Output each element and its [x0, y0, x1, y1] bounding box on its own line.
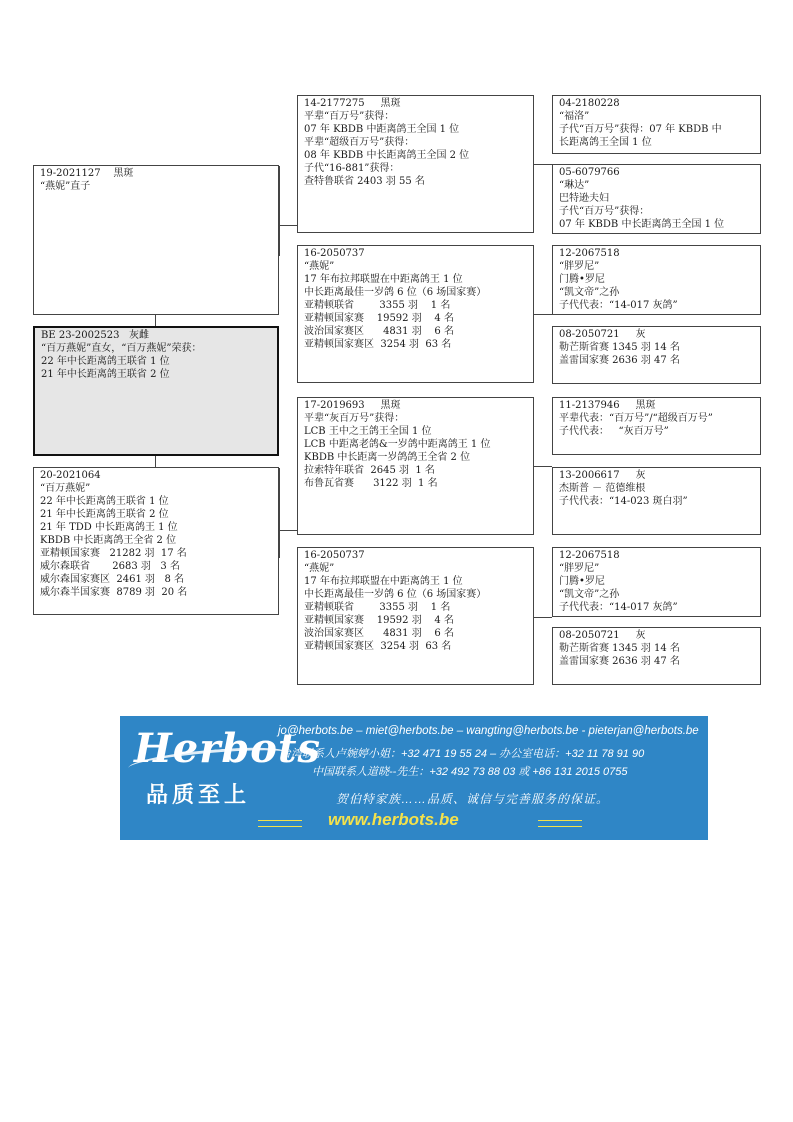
text-line: 亚精顿国家赛区 3254 羽 63 名	[304, 339, 452, 350]
dam-sire-card	[297, 397, 534, 535]
text-line: 平辈“灰百万号”获得：	[304, 413, 405, 424]
text-line: 05-6079766	[559, 167, 620, 178]
text-line: 查特鲁联省 2403 羽 55 名	[304, 176, 425, 187]
text-line: 波治国家赛区 4831 羽 6 名	[304, 628, 454, 639]
subject-ring-number: BE 23-2002523 灰雌	[41, 330, 150, 341]
decorative-rule-left	[258, 820, 302, 827]
text-line: 08 年 KBDB 中长距离鸽王全国 2 位	[304, 150, 470, 161]
subject-card	[33, 326, 279, 456]
connector-dam-parents-vertical	[279, 468, 280, 558]
text-line: 14-2177275 黑斑	[304, 98, 401, 109]
text-line: 07 年 KBDB 中长距离鸽王全国 1 位	[559, 219, 725, 230]
text-line: 08-2050721 灰	[559, 630, 646, 641]
text-line: 子代“百万号”获得：	[559, 206, 650, 217]
text-line: 16-2050737	[304, 248, 365, 259]
dam-card	[33, 467, 279, 615]
connector-ss	[533, 164, 552, 165]
text-line: 07 年 KBDB 中距离鸽王全国 1 位	[304, 124, 460, 135]
text-line: 门腾•罗尼	[559, 274, 605, 285]
china-contact: 中国联系人道晓--先生：+32 492 73 88 03 或 +86 131 2015 0755	[312, 766, 628, 778]
text-line: 21 年 TDD 中长距离鸽王 1 位	[40, 522, 178, 533]
sire-sire-card	[297, 95, 534, 233]
great-grandparent-card-3	[552, 245, 761, 315]
text-line: LCB 王中之王鸽王全国 1 位	[304, 426, 432, 437]
text-line: 子代代表：“14-017 灰鸽”	[559, 300, 678, 311]
connector-sire-to-parents	[279, 225, 297, 226]
text-line: 威尔森半国家赛 8789 羽 20 名	[40, 587, 188, 598]
text-line: 亚精顿联省 3355 羽 1 名	[304, 602, 451, 613]
text-line: 08-2050721 灰	[559, 329, 646, 340]
great-grandparent-card-4	[552, 326, 761, 384]
great-grandparent-card-1	[552, 95, 761, 154]
text-line: “燕妮”	[304, 261, 335, 272]
website-link[interactable]: www.herbots.be	[328, 810, 459, 829]
text-line: “凯文帝”之孙	[559, 589, 620, 600]
text-line: 22 年中长距离鸽王联省 1 位	[41, 356, 170, 367]
text-line: 威尔森国家赛区 2461 羽 8 名	[40, 574, 185, 585]
text-line: 子代“百万号”获得：07 年 KBDB 中	[559, 124, 722, 135]
sire-card	[33, 165, 279, 315]
text-line: 12-2067518	[559, 248, 620, 259]
great-grandparent-card-2	[552, 164, 761, 234]
text-line: KBDB 中长距离鸽王全省 2 位	[40, 535, 177, 546]
contact-emails[interactable]: jo@herbots.be – miet@herbots.be – wangting@herbots.be - pieterjan@herbots.be	[278, 725, 699, 737]
herbots-logo: Herbots	[134, 725, 321, 772]
text-line: “胖罗尼”	[559, 563, 600, 574]
connector-ds	[533, 466, 552, 467]
text-line: “燕妮”直子	[40, 181, 91, 192]
text-line: 中长距离最佳一岁鸽 6 位（6 场国家赛）	[304, 287, 487, 298]
text-line: 子代代表：“14-017 灰鸽”	[559, 602, 678, 613]
text-line: 威尔森联省 2683 羽 3 名	[40, 561, 180, 572]
text-line: 04-2180228	[559, 98, 620, 109]
text-line: 勒芒斯省赛 1345 羽 14 名	[559, 342, 680, 353]
text-line: 16-2050737	[304, 550, 365, 561]
text-line: 亚精顿国家赛 21282 羽 17 名	[40, 548, 187, 559]
great-grandparent-card-8	[552, 627, 761, 685]
text-line: 子代“16-881”获得：	[304, 163, 400, 174]
taiwan-contact: 台湾联系人卢婉婷小姐：+32 471 19 55 24 – 办公室电话：+32 11 78 91 90	[280, 748, 645, 760]
text-line: 亚精顿联省 3355 羽 1 名	[304, 300, 451, 311]
text-line: 平辈代表：“百万号”/“超级百万号”	[559, 413, 713, 424]
text-line: 12-2067518	[559, 550, 620, 561]
text-line: 13-2006617 灰	[559, 470, 646, 481]
text-line: 勒芒斯省赛 1345 羽 14 名	[559, 643, 680, 654]
text-line: “燕妮”	[304, 563, 335, 574]
text-line: 杰斯普 － 范德维根	[559, 483, 646, 494]
text-line: “福洛”	[559, 111, 590, 122]
text-line: LCB 中距离老鸽&一岁鸽中距离鸽王 1 位	[304, 439, 491, 450]
text-line: 平辈“百万号”获得：	[304, 111, 395, 122]
text-line: 亚精顿国家赛 19592 羽 4 名	[304, 313, 454, 324]
herbots-banner	[120, 716, 708, 840]
text-line: 波治国家赛区 4831 羽 6 名	[304, 326, 454, 337]
great-grandparent-card-7	[552, 547, 761, 617]
text-line: 子代代表： “灰百万号”	[559, 426, 669, 437]
great-grandparent-card-5	[552, 397, 761, 455]
text-line: 子代代表：“14-023 斑白羽”	[559, 496, 688, 507]
text-line: 21 年中长距离鸽王联省 2 位	[40, 509, 169, 520]
text-line: 亚精顿国家赛 19592 羽 4 名	[304, 615, 454, 626]
slogan: 品质至上	[146, 783, 251, 808]
connector-dd	[533, 617, 552, 618]
tagline: 贺伯特家族……品质、诚信与完善服务的保证。	[336, 792, 610, 806]
connector-sire-parents-vertical	[279, 166, 280, 256]
text-line: 20-2021064	[40, 470, 101, 481]
text-line: 11-2137946 黑斑	[559, 400, 656, 411]
dam-dam-card	[297, 547, 534, 685]
text-line: 17 年布拉邦联盟在中距离鸽王 1 位	[304, 576, 463, 587]
decorative-rule-right	[538, 820, 582, 827]
text-line: 门腾•罗尼	[559, 576, 605, 587]
great-grandparent-card-6	[552, 467, 761, 535]
text-line: “琳达”	[559, 180, 590, 191]
text-line: 中长距离最佳一岁鸽 6 位（6 场国家赛）	[304, 589, 487, 600]
text-line: 22 年中长距离鸽王联省 1 位	[40, 496, 169, 507]
text-line: 亚精顿国家赛区 3254 羽 63 名	[304, 641, 452, 652]
text-line: 平辈“超级百万号”获得：	[304, 137, 415, 148]
sire-dam-card	[297, 245, 534, 383]
text-line: “胖罗尼”	[559, 261, 600, 272]
text-line: 17-2019693 黑斑	[304, 400, 401, 411]
text-line: 拉索特年联省 2645 羽 1 名	[304, 465, 435, 476]
text-line: “凯文帝”之孙	[559, 287, 620, 298]
text-line: 盖雷国家赛 2636 羽 47 名	[559, 656, 680, 667]
text-line: KBDB 中长距离一岁鸽鸽王全省 2 位	[304, 452, 471, 463]
text-line: 巴特逊夫妇	[559, 193, 609, 204]
connector-dam-to-parents	[279, 530, 297, 531]
text-line: 21 年中长距离鸽王联省 2 位	[41, 369, 170, 380]
text-line: 布鲁瓦省赛 3122 羽 1 名	[304, 478, 438, 489]
text-line: 长距离鸽王全国 1 位	[559, 137, 652, 148]
text-line: 17 年布拉邦联盟在中距离鸽王 1 位	[304, 274, 463, 285]
text-line: 19-2021127 黑斑	[40, 168, 134, 179]
text-line: 盖雷国家赛 2636 羽 47 名	[559, 355, 680, 366]
text-line: “百万燕妮”直女，“百万燕妮”荣获：	[41, 343, 202, 354]
connector-sd	[533, 314, 552, 315]
text-line: “百万燕妮”	[40, 483, 91, 494]
